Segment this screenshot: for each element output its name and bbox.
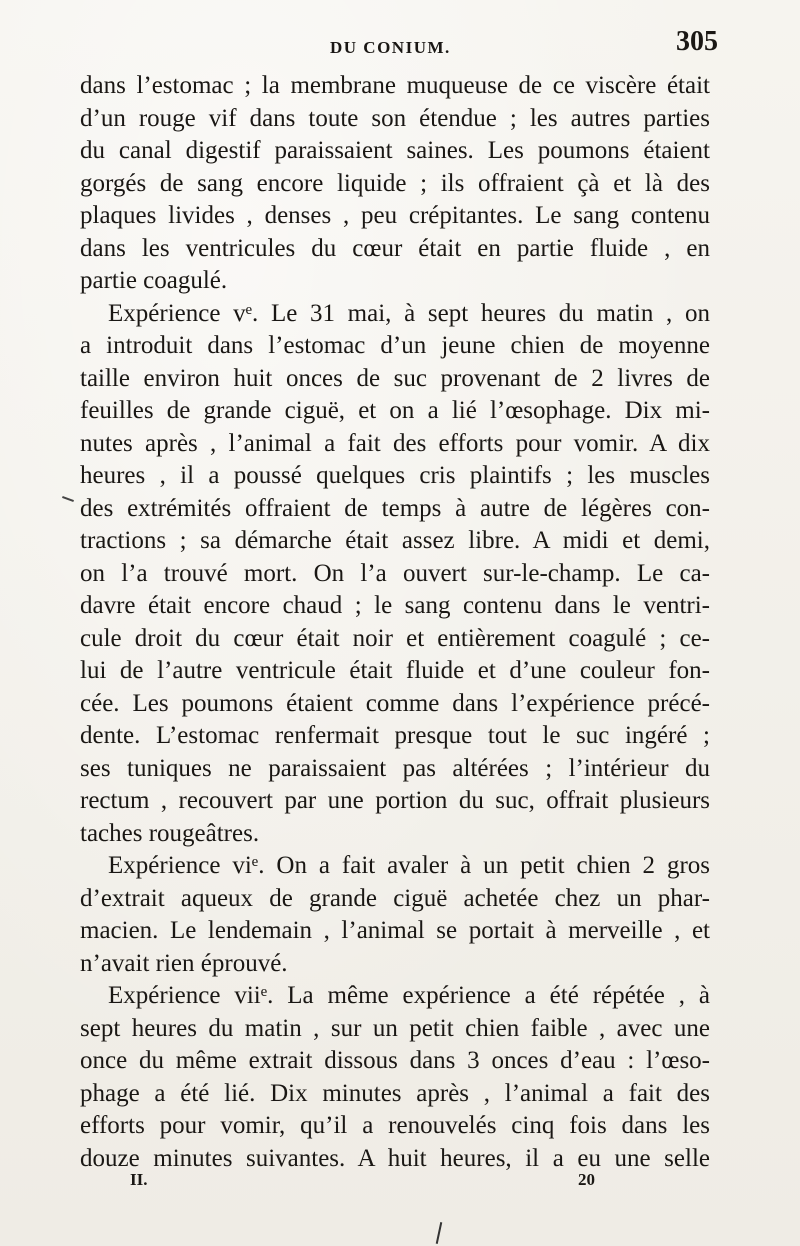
text-line: dans les ventricules du cœur était en partie fluide , en: [80, 234, 710, 262]
text-line: efforts pour vomir, qu’il a renouvelés cinq fois dans les: [80, 1112, 710, 1139]
running-head: DU CONIUM.: [330, 38, 451, 57]
page-header: [80, 26, 718, 70]
text-line: cée. Les poumons étaient comme dans l’expérience précé-: [80, 689, 710, 717]
page-footer: [80, 1170, 710, 1200]
text-line: n’avait rien éprouvé.: [80, 949, 288, 977]
text-line: davre était encore chaud ; le sang contenu dans le ventri-: [80, 592, 710, 619]
text-line: du canal digestif paraissaient saines. Les poumons étaient: [80, 137, 710, 164]
margin-mark: [62, 496, 74, 502]
text-line: cule droit du cœur était noir et entièrement coagulé ; ce-: [80, 624, 710, 652]
text-line: des extrémités offraient de temps à autre de légères con-: [80, 494, 710, 522]
text-line: partie coagulé.: [80, 267, 228, 294]
text-line: Expérience viiᵉ. La même expérience a été répétée , à: [108, 982, 710, 1009]
text-line: douze minutes suivantes. A huit heures, il a eu une selle: [80, 1144, 710, 1172]
body-text: [80, 70, 710, 1175]
text-line: tractions ; sa démarche était assez libre. A midi et demi,: [80, 527, 710, 554]
text-line: rectum , recouvert par une portion du suc, offrait plusieurs: [80, 787, 710, 814]
text-line: Expérience vᵉ. Le 31 mai, à sept heures du matin , on: [108, 299, 710, 327]
text-line: d’extrait aqueux de grande ciguë achetée chez un phar-: [80, 884, 710, 912]
text-line: dans l’estomac ; la membrane muqueuse de ce viscère était: [80, 72, 710, 99]
text-line: feuilles de grande ciguë, et on a lié l’œsophage. Dix mi-: [80, 397, 710, 424]
text-line: gorgés de sang encore liquide ; ils offraient çà et là des: [80, 169, 710, 197]
gathering-number: 20: [578, 1170, 595, 1189]
text-line: macien. Le lendemain , l’animal se portait à merveille , et: [80, 917, 710, 944]
text-line: taches rougeâtres.: [80, 819, 260, 847]
text-line: on l’a trouvé mort. On l’a ouvert sur-le-champ. Le ca-: [80, 559, 710, 587]
text-line: lui de l’autre ventricule était fluide et d’une couleur fon-: [80, 657, 710, 684]
text-line: a introduit dans l’estomac d’un jeune chien de moyenne: [80, 332, 710, 359]
text-line: nutes après , l’animal a fait des efforts pour vomir. A dix: [80, 429, 710, 457]
text-line: taille environ huit onces de suc provenant de 2 livres de: [80, 364, 710, 392]
text-line: dente. L’estomac renfermait presque tout le suc ingéré ;: [80, 722, 710, 749]
text-line: ses tuniques ne paraissaient pas altérées ; l’intérieur du: [80, 754, 710, 782]
text-line: d’un rouge vif dans toute son étendue ; les autres parties: [80, 104, 710, 132]
text-line: phage a été lié. Dix minutes après , l’animal a fait des: [80, 1079, 710, 1107]
signature-mark: II.: [130, 1170, 148, 1189]
text-line: heures , il a poussé quelques cris plaintifs ; les muscles: [80, 462, 710, 489]
bottom-pen-stroke: [436, 1222, 443, 1244]
text-line: plaques livides , denses , peu crépitantes. Le sang contenu: [80, 202, 710, 229]
text-line: Expérience viᵉ. On a fait avaler à un petit chien 2 gros: [108, 852, 710, 879]
page-number: 305: [676, 26, 718, 57]
text-line: once du même extrait dissous dans 3 onces d’eau : l’œso-: [80, 1047, 710, 1074]
text-line: sept heures du matin , sur un petit chien faible , avec une: [80, 1014, 710, 1042]
